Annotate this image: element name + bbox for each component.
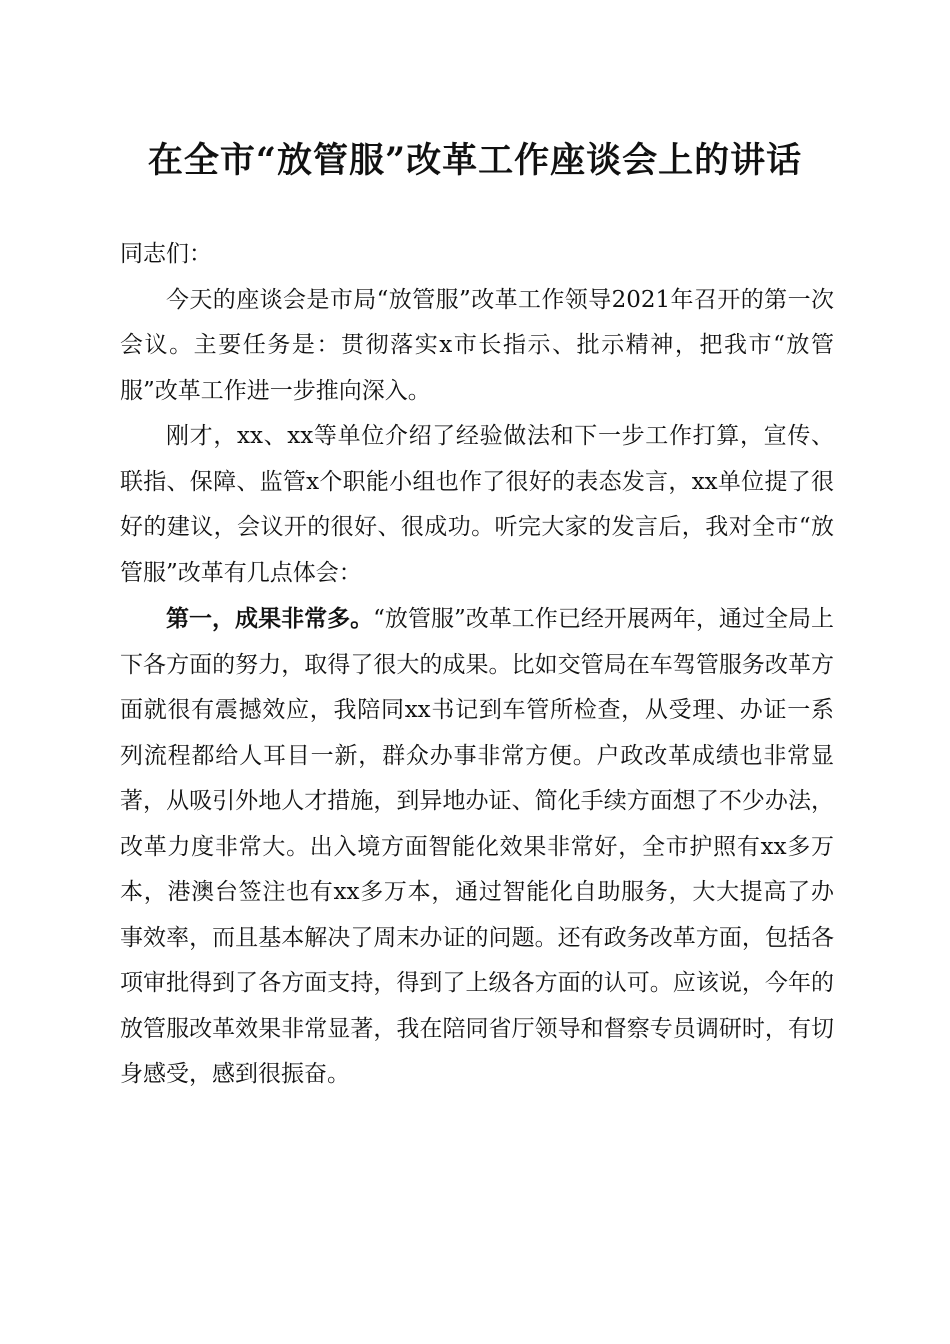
- document-title: 在全市“放管服”改革工作座谈会上的讲话: [147, 140, 803, 181]
- paragraph-text: 今天的座谈会是市局“放管服”改革工作领导2021年召开的第一次会议。主要任务是：贯彻落实x市长指示、批示精神，把我市“放管服”改革工作进一步推向深入。: [120, 286, 834, 404]
- salutation: 同志们：: [120, 241, 212, 267]
- paragraph-text: 刚才，xx、xx等单位介绍了经验做法和下一步工作打算，宣传、联指、保障、监管x个职能小组也作了很好的表态发言，xx单位提了很好的建议，会议开的很好、很成功。听完大家的发言后，我对全市“放管服”改革有几点体会：: [120, 423, 834, 586]
- paragraph-3: [120, 596, 834, 1098]
- document-body: [120, 232, 834, 1098]
- paragraph-text: “放管服”改革工作已经开展两年，通过全局上下各方面的努力，取得了很大的成果。比如交管局在车驾管服务改革方面就很有震撼效应，我陪同xx书记到车管所检查，从受理、办证一系列流程都给人耳目一新，群众办事非常方便。户政改革成绩也非常显著，从吸引外地人才措施，到异地办证、简化手续方面想了不少办法，改革力度非常大。出入境方面智能化效果非常好，全市护照有xx多万本，港澳台签注也有xx多万本，通过智能化自助服务，大大提高了办事效率，而且基本解决了周末办证的问题。还有政务改革方面，包括各项审批得到了各方面支持，得到了上级各方面的认可。应该说，今年的放管服改革效果非常显著，我在陪同省厅领导和督察专员调研时，有切身感受，感到很振奋。: [120, 606, 834, 1087]
- paragraph-1: [120, 278, 834, 415]
- paragraph-lead-heading: 第一，成果非常多。: [166, 605, 374, 632]
- paragraph-2: [120, 414, 834, 596]
